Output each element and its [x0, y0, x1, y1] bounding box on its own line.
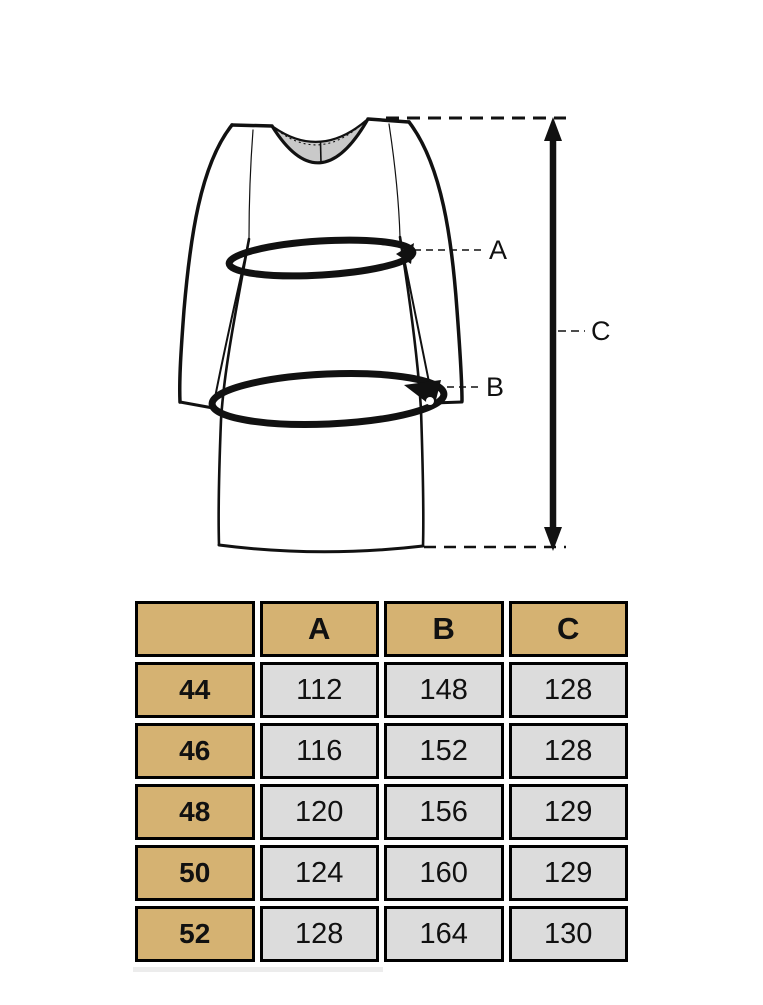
size-cell: 164 — [384, 906, 504, 962]
neckline — [272, 119, 368, 163]
left-sleeve-outer — [180, 125, 232, 402]
size-row-label: 50 — [135, 845, 255, 901]
arrow-up-icon — [544, 117, 562, 141]
size-row-label: 52 — [135, 906, 255, 962]
size-cell: 128 — [509, 723, 629, 779]
size-cell: 116 — [260, 723, 380, 779]
hip-label: B — [486, 372, 505, 402]
size-cell: 128 — [509, 662, 629, 718]
bust-measure-line — [228, 235, 507, 281]
header-cell-a: A — [260, 601, 380, 657]
length-label: C — [591, 316, 611, 346]
size-cell: 120 — [260, 784, 380, 840]
table-row — [135, 845, 628, 901]
center-back-seam — [321, 142, 322, 163]
header-cell-c: C — [509, 601, 629, 657]
table-row — [135, 662, 628, 718]
bust-label: A — [489, 235, 508, 265]
table-row — [135, 784, 628, 840]
table-shadow — [133, 967, 383, 972]
size-cell: 156 — [384, 784, 504, 840]
left-cuff — [180, 402, 213, 408]
size-cell: 148 — [384, 662, 504, 718]
size-cell: 112 — [260, 662, 380, 718]
size-row-label: 44 — [135, 662, 255, 718]
size-cell: 160 — [384, 845, 504, 901]
size-cell: 152 — [384, 723, 504, 779]
corner-cell — [135, 601, 255, 657]
size-cell: 130 — [509, 906, 629, 962]
size-row-label: 46 — [135, 723, 255, 779]
size-table — [130, 596, 633, 967]
header-row — [135, 601, 628, 657]
size-row-label: 48 — [135, 784, 255, 840]
table-row — [135, 906, 628, 962]
dress-outline — [180, 119, 462, 552]
header-cell-b: B — [384, 601, 504, 657]
size-cell: 124 — [260, 845, 380, 901]
size-cell: 129 — [509, 784, 629, 840]
size-cell: 128 — [260, 906, 380, 962]
table-row — [135, 723, 628, 779]
size-cell: 129 — [509, 845, 629, 901]
hem-line — [219, 545, 423, 552]
